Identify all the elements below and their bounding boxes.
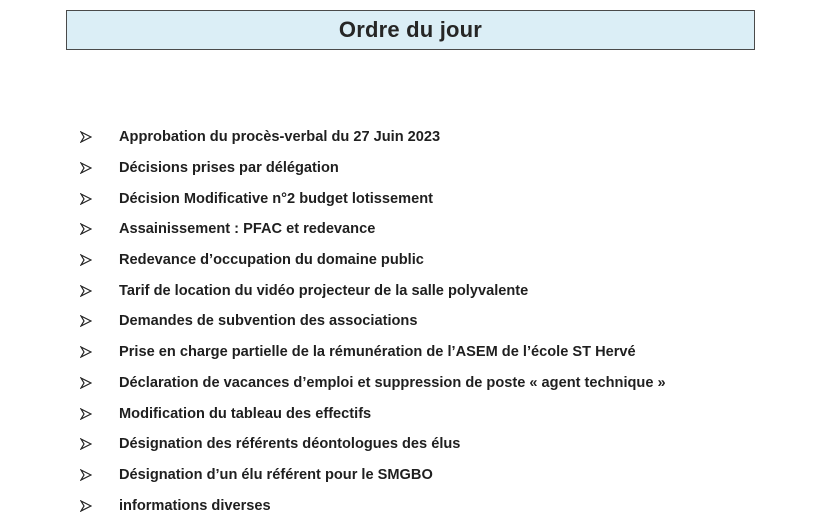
arrowhead-bullet-icon (80, 345, 94, 359)
agenda-item-text: Approbation du procès-verbal du 27 Juin 2023 (119, 129, 441, 146)
arrowhead-bullet-icon (80, 437, 94, 451)
agenda-item-text: Déclaration de vacances d’emploi et suppression de poste « agent technique » (119, 374, 666, 391)
agenda-item (0, 398, 820, 429)
agenda-item (0, 460, 820, 491)
agenda-item (0, 214, 820, 245)
agenda-item (0, 368, 820, 399)
agenda-item (0, 306, 820, 337)
agenda-item (0, 490, 820, 514)
arrowhead-bullet-icon (80, 499, 94, 513)
arrowhead-bullet-icon (80, 407, 94, 421)
agenda-item (0, 153, 820, 184)
arrowhead-bullet-icon (80, 468, 94, 482)
arrowhead-bullet-icon (80, 314, 94, 328)
agenda-item-text: Décisions prises par délégation (119, 160, 339, 177)
agenda-list (0, 122, 820, 514)
agenda-item-text: Désignation des référents déontologues des élus (119, 436, 461, 453)
agenda-item-text: informations diverses (119, 497, 271, 514)
agenda-item-text: Décision Modificative n°2 budget lotissement (119, 190, 433, 207)
agenda-item (0, 275, 820, 306)
agenda-item-text: Modification du tableau des effectifs (119, 405, 372, 422)
agenda-item (0, 337, 820, 368)
page-title: Ordre du jour (338, 17, 483, 42)
agenda-item-text: Redevance d’occupation du domaine public (119, 252, 424, 269)
agenda-item (0, 245, 820, 276)
arrowhead-bullet-icon (80, 376, 94, 390)
agenda-item (0, 122, 820, 153)
arrowhead-bullet-icon (80, 222, 94, 236)
agenda-item (0, 429, 820, 460)
agenda-item (0, 183, 820, 214)
arrowhead-bullet-icon (80, 161, 94, 175)
agenda-item-text: Demandes de subvention des associations (119, 313, 418, 330)
arrowhead-bullet-icon (80, 130, 94, 144)
arrowhead-bullet-icon (80, 253, 94, 267)
agenda-item-text: Désignation d’un élu référent pour le SMGBO (119, 466, 433, 483)
agenda-item-text: Assainissement : PFAC et redevance (119, 221, 376, 238)
arrowhead-bullet-icon (80, 192, 94, 206)
arrowhead-bullet-icon (80, 284, 94, 298)
title-box (66, 10, 755, 50)
agenda-item-text: Prise en charge partielle de la rémunération de l’ASEM de l’école ST Hervé (119, 344, 636, 361)
agenda-item-text: Tarif de location du vidéo projecteur de la salle polyvalente (119, 282, 529, 299)
